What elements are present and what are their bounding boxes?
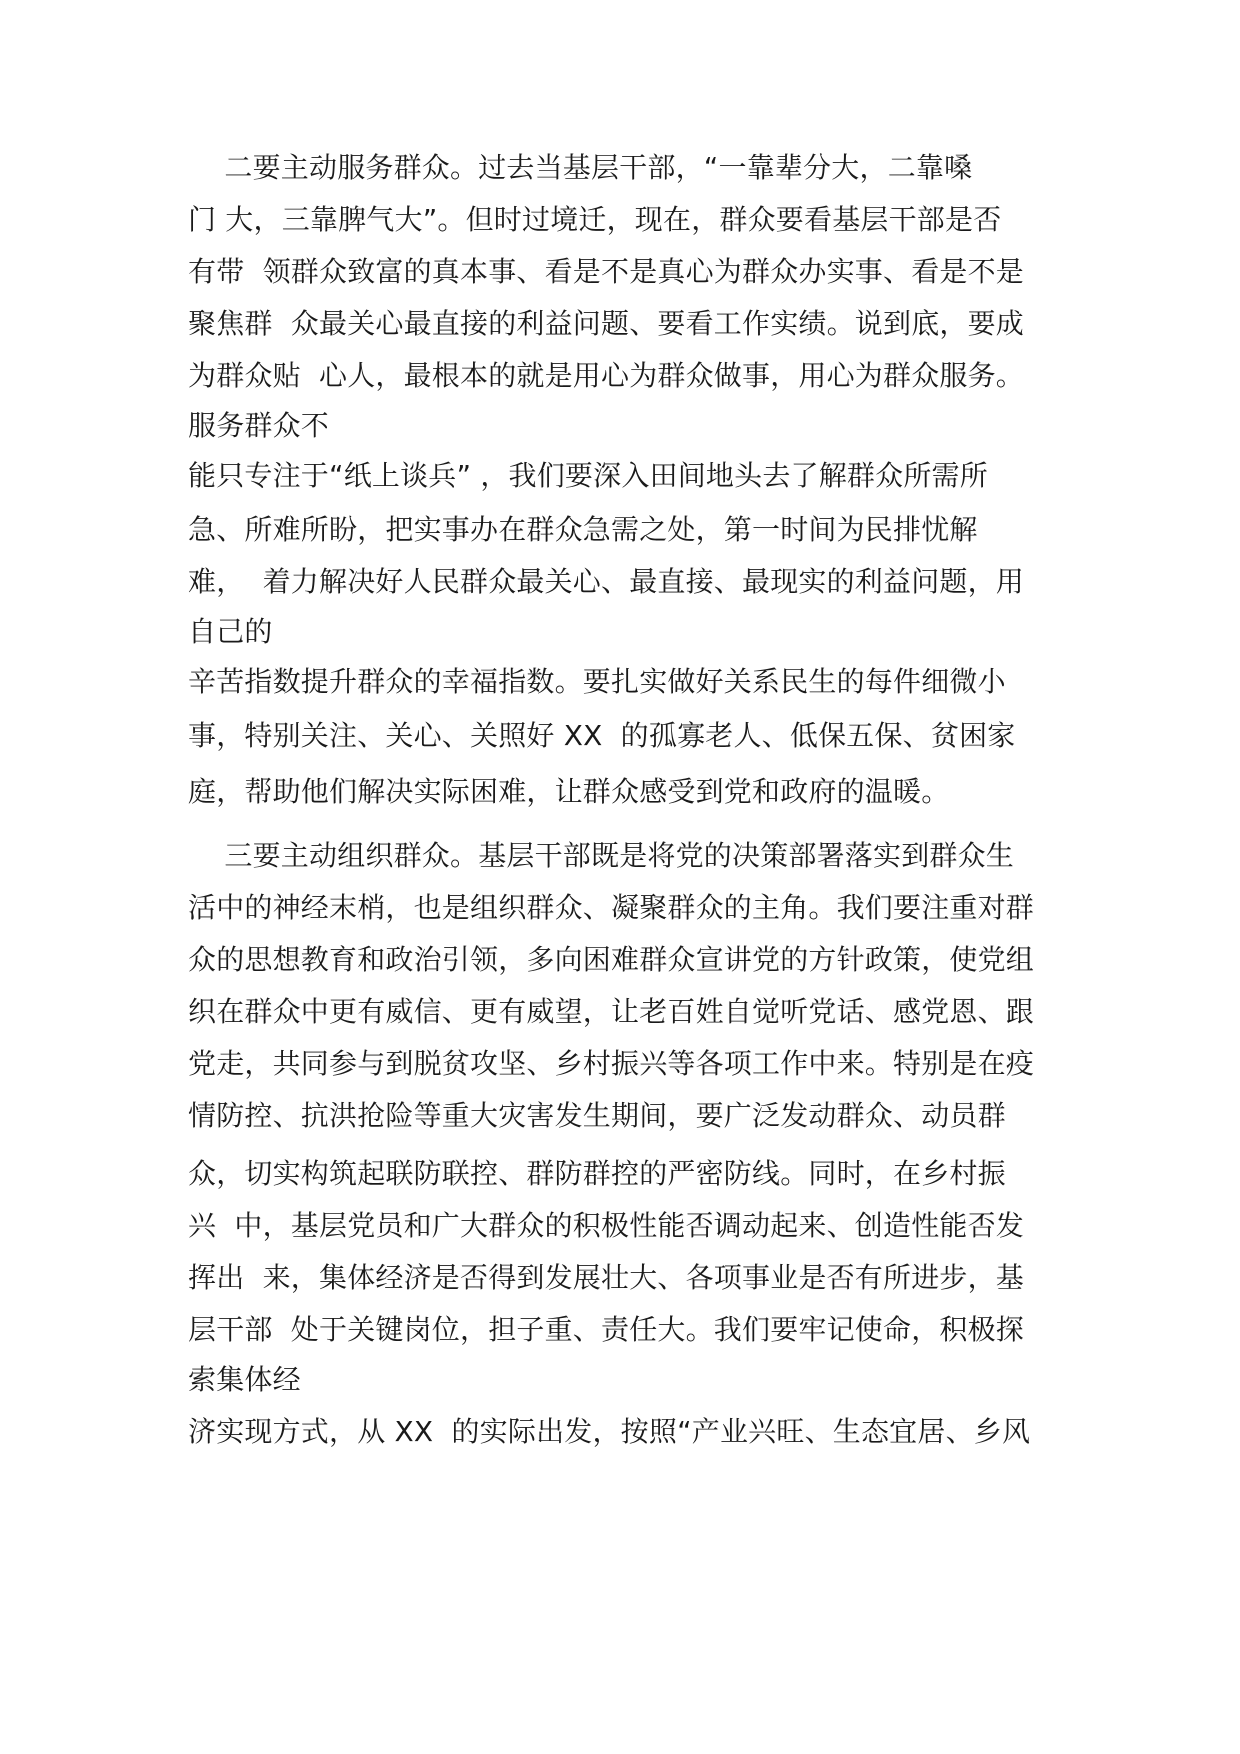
text-line: 索集体经 (188, 1363, 301, 1396)
text-line: 能只专注于“纸上谈兵” ，我们要深入田间地头去了解群众所需所 (188, 459, 988, 492)
text-line: 为群众贴 心人，最根本的就是用心为群众做事，用心为群众服务。 (188, 359, 1025, 392)
text-line: 兴 中，基层党员和广大群众的积极性能否调动起来、创造性能否发 (188, 1209, 1025, 1242)
text-line: 层干部 处于关键岗位，担子重、责任大。我们要牢记使命，积极探 (188, 1313, 1025, 1346)
text-line: 情防控、抗洪抢险等重大灾害发生期间，要广泛发动群众、动员群 (188, 1099, 1006, 1132)
text-line: 急、所难所盼，把实事办在群众急需之处，第一时间为民排忧解 (188, 513, 978, 546)
text-line: 济实现方式，从 XX 的实际出发，按照“产业兴旺、生态宜居、乡风 (188, 1415, 1031, 1448)
text-line: 有带 领群众致富的真本事、看是不是真心为群众办实事、看是不是 (188, 255, 1025, 288)
text-line: 服务群众不 (188, 409, 330, 442)
text-line: 庭，帮助他们解决实际困难，让群众感受到党和政府的温暖。 (188, 775, 950, 808)
text-line: 活中的神经末梢，也是组织群众、凝聚群众的主角。我们要注重对群 (188, 891, 1035, 924)
text-line: 事，特别关注、关心、关照好 XX 的孤寡老人、低保五保、贫困家 (188, 719, 1016, 752)
text-line: 自己的 (188, 615, 273, 648)
text-line: 二要主动服务群众。过去当基层干部，“一靠辈分大，二靠嗓 (188, 151, 973, 184)
text-line: 辛苦指数提升群众的幸福指数。要扎实做好关系民生的每件细微小 (188, 665, 1006, 698)
text-line: 众，切实构筑起联防联控、群防群控的严密防线。同时，在乡村振 (188, 1157, 1006, 1190)
text-line: 聚焦群 众最关心最直接的利益问题、要看工作实绩。说到底，要成 (188, 307, 1025, 340)
text-line: 织在群众中更有威信、更有威望，让老百姓自觉听党话、感党恩、跟 (188, 995, 1035, 1028)
text-line: 难， 着力解决好人民群众最关心、最直接、最现实的利益问题，用 (188, 565, 1025, 598)
text-line: 众的思想教育和政治引领，多向困难群众宣讲党的方针政策，使党组 (188, 943, 1035, 976)
text-line: 门 大，三靠脾气大”。但时过境迁，现在，群众要看基层干部是否 (188, 203, 1002, 236)
text-line: 挥出 来，集体经济是否得到发展壮大、各项事业是否有所进步，基 (188, 1261, 1025, 1294)
text-line: 三要主动组织群众。基层干部既是将党的决策部署落实到群众生 (188, 839, 1015, 872)
text-line: 党走，共同参与到脱贫攻坚、乡村振兴等各项工作中来。特别是在疫 (188, 1047, 1035, 1080)
